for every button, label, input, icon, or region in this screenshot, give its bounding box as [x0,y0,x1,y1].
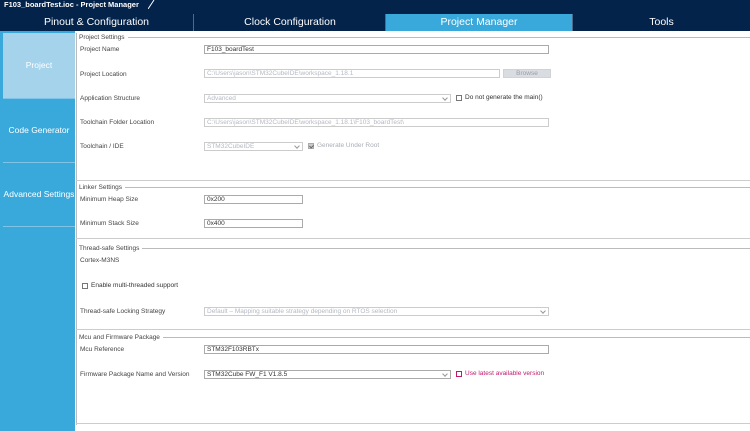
mcu-firmware-title: Mcu and Firmware Package [79,333,163,342]
sidebar-item-advanced-settings[interactable]: Advanced Settings [3,189,75,199]
generate-under-root-label: Generate Under Root [317,142,380,149]
browse-button[interactable]: Browse [503,69,551,78]
sidebar-divider [3,226,75,227]
section-divider [76,238,750,239]
multithread-checkbox[interactable] [82,283,88,289]
window-title-text: F103_boardTest.ioc - Project Manager [4,0,139,9]
tab-clock-configuration[interactable]: Clock Configuration [195,14,386,31]
toolchain-folder-input[interactable]: C:\Users\jason\STM32CubeIDE\workspace_1.18.1\F103_boardTest\ [204,118,549,127]
use-latest-label: Use latest available version [465,370,545,377]
linker-settings-header [79,184,750,197]
title-bar [0,0,750,13]
application-structure-select[interactable]: Advanced [204,94,451,103]
section-divider [76,423,750,424]
sidebar-item-code-generator[interactable]: Code Generator [8,125,70,135]
project-settings-title: Project Settings [79,33,128,42]
generate-under-root-checkbox[interactable] [308,143,314,149]
linker-settings-title: Linker Settings [79,183,125,192]
use-latest-checkbox[interactable] [456,371,462,377]
sidebar-item-project[interactable]: Project [3,33,75,98]
min-heap-input[interactable]: 0x200 [204,195,303,204]
tab-project-manager[interactable]: Project Manager [386,14,573,31]
toolchain-ide-select[interactable]: STM32CubeIDE [204,142,303,151]
project-location-label: Project Location [80,71,127,78]
title-tab-arrow-icon [148,0,156,9]
min-stack-label: Minimum Stack Size [80,220,139,227]
section-divider [76,329,750,330]
locking-strategy-select[interactable]: Default – Mapping suitable strategy depending on RTOS selection [204,307,549,316]
mcu-reference-label: Mcu Reference [80,346,125,353]
firmware-package-select[interactable]: STM32Cube FW_F1 V1.8.5 [204,370,451,379]
no-main-label: Do not generate the main() [465,94,543,101]
core-label: Cortex-M3NS [80,257,120,264]
panel-border [76,33,77,425]
toolchain-folder-label: Toolchain Folder Location [80,119,155,126]
multithread-label: Enable multi-threaded support [91,282,179,289]
application-structure-label: Application Structure [80,95,140,102]
project-name-input[interactable]: F103_boardTest [204,45,549,54]
firmware-package-label: Firmware Package Name and Version [80,371,190,378]
locking-strategy-label: Thread-safe Locking Strategy [80,308,166,315]
tab-tools[interactable]: Tools [649,16,674,28]
min-stack-input[interactable]: 0x400 [204,219,303,228]
thread-safe-title: Thread-safe Settings [79,244,142,253]
main-tab-bar [0,13,750,31]
no-main-checkbox[interactable] [456,95,462,101]
project-name-label: Project Name [80,46,120,53]
tab-pinout-configuration[interactable]: Pinout & Configuration [0,14,194,31]
mcu-reference-input[interactable]: STM32F103RBTx [204,345,549,354]
window-title [0,0,150,9]
thread-safe-header [79,245,750,258]
project-location-input[interactable]: C:\Users\jason\STM32CubeIDE\workspace_1.18.1 [204,69,500,78]
min-heap-label: Minimum Heap Size [80,196,139,203]
section-divider [76,180,750,181]
sidebar [0,31,75,431]
toolchain-ide-label: Toolchain / IDE [80,143,124,150]
